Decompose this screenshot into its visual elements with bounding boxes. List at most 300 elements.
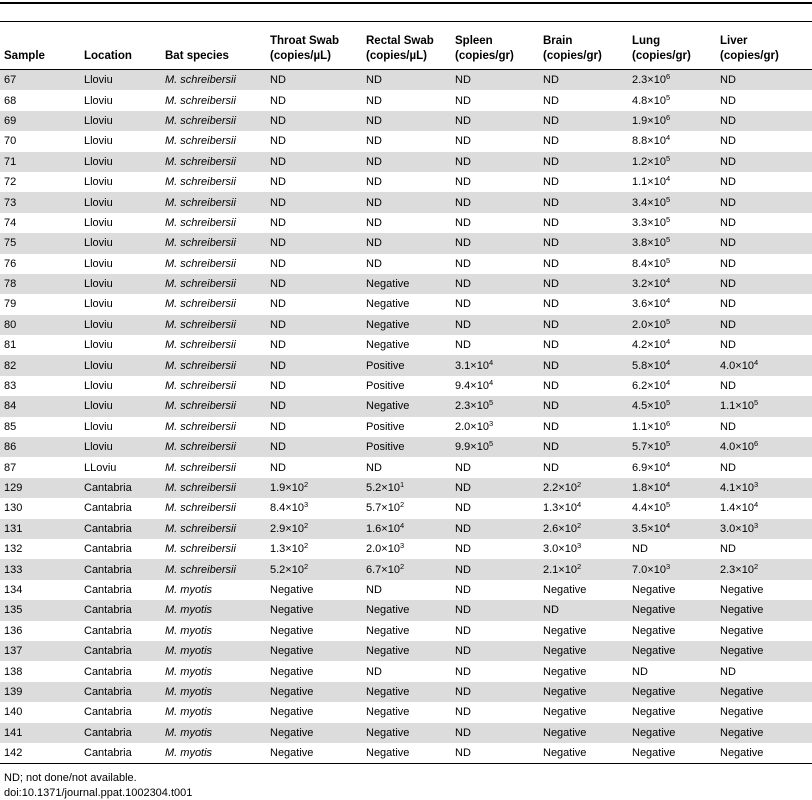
cell-liver: ND	[720, 94, 736, 107]
table-row	[0, 213, 812, 233]
cell-location: Cantabria	[80, 519, 161, 539]
cell-throat-swab: $8.4\times 10^3$	[270, 500, 309, 515]
cell-brain: $2.6\times 10^2$	[539, 519, 628, 539]
cell-sample: 87	[4, 461, 17, 474]
cell-throat-swab: ND	[270, 257, 286, 270]
cell-sample: 81	[4, 339, 17, 352]
cell-sample: 141	[0, 723, 80, 743]
cell-throat-swab: ND	[270, 461, 286, 474]
cell-sample: 68	[4, 94, 17, 107]
table-row	[0, 457, 812, 477]
cell-throat-swab: $1.9\times 10^2$	[266, 478, 362, 498]
cell-brain: ND	[539, 315, 628, 335]
cell-location: Lloviu	[84, 135, 113, 148]
cell-lung: $5.7\times 10^5$	[628, 437, 716, 457]
cell-location: Lloviu	[80, 152, 161, 172]
cell-throat-swab: ND	[266, 111, 362, 131]
cell-rectal-swab: Negative	[362, 682, 451, 702]
cell-location: Cantabria	[80, 600, 161, 620]
cell-spleen: ND	[455, 543, 471, 556]
bottom-rule	[0, 763, 812, 764]
cell-spleen: ND	[455, 624, 471, 637]
cell-rectal-swab: ND	[366, 583, 382, 596]
cell-bat-species: M. schreibersii	[161, 315, 266, 335]
cell-location: Cantabria	[84, 624, 132, 637]
cell-liver: ND	[716, 70, 812, 91]
cell-lung: $3.5\times 10^4$	[628, 519, 716, 539]
cell-spleen: ND	[451, 152, 539, 172]
cell-liver: $2.3\times 10^2$	[716, 559, 812, 579]
cell-location: Lloviu	[84, 176, 113, 189]
cell-liver: Negative	[716, 600, 812, 620]
cell-liver: ND	[720, 543, 736, 556]
cell-liver: $3.0\times 10^3$	[716, 519, 812, 539]
cell-throat-swab: ND	[266, 355, 362, 375]
cell-location: LLoviu	[84, 461, 117, 474]
cell-brain: ND	[539, 111, 628, 131]
cell-sample: 69	[0, 111, 80, 131]
cell-rectal-swab: Negative	[362, 600, 451, 620]
cell-bat-species: M. schreibersii	[165, 543, 236, 556]
table-row	[0, 682, 812, 702]
cell-throat-swab: ND	[270, 298, 286, 311]
cell-brain: ND	[543, 420, 559, 433]
cell-spleen: ND	[451, 682, 539, 702]
cell-throat-swab: ND	[266, 152, 362, 172]
cell-lung: $3.3\times 10^5$	[632, 214, 671, 229]
cell-location: Cantabria	[80, 559, 161, 579]
table-row	[0, 621, 812, 641]
cell-sample: 142	[4, 747, 23, 760]
header-rectal-swab: Rectal Swab (copies/µL)	[362, 22, 451, 70]
table-row	[0, 376, 812, 396]
cell-spleen: ND	[451, 723, 539, 743]
cell-rectal-swab: Negative	[366, 706, 410, 719]
cell-bat-species: M. myotis	[165, 624, 213, 637]
cell-lung: $6.2\times 10^4$	[632, 378, 671, 393]
cell-brain: Negative	[539, 723, 628, 743]
table-row	[0, 417, 812, 437]
header-bat-species: Bat species	[161, 22, 266, 70]
cell-sample: 74	[4, 216, 17, 229]
cell-bat-species: M. schreibersii	[161, 233, 266, 253]
cell-location: Lloviu	[84, 298, 113, 311]
cell-lung: Negative	[628, 682, 716, 702]
cell-sample: 73	[0, 192, 80, 212]
cell-liver: Negative	[716, 723, 812, 743]
table-row	[0, 498, 812, 518]
cell-bat-species: M. schreibersii	[165, 216, 236, 229]
cell-rectal-swab: ND	[366, 257, 382, 270]
cell-sample: 134	[4, 583, 23, 596]
cell-bat-species: M. myotis	[165, 665, 213, 678]
cell-bat-species: M. myotis	[161, 641, 266, 661]
cell-location: Lloviu	[80, 396, 161, 416]
cell-sample: 132	[4, 543, 23, 556]
cell-rectal-swab: Positive	[366, 380, 405, 393]
cell-throat-swab: $1.3\times 10^2$	[270, 541, 309, 556]
data-table	[0, 22, 812, 763]
cell-sample: 129	[0, 478, 80, 498]
cell-liver: ND	[720, 298, 736, 311]
cell-rectal-swab: Negative	[362, 723, 451, 743]
cell-rectal-swab: ND	[362, 192, 451, 212]
cell-sample: 137	[0, 641, 80, 661]
cell-lung: $7.0\times 10^3$	[628, 559, 716, 579]
cell-spleen: ND	[451, 70, 539, 91]
cell-bat-species: M. schreibersii	[161, 559, 266, 579]
table-row	[0, 152, 812, 172]
cell-sample: 71	[0, 152, 80, 172]
cell-lung: Negative	[628, 600, 716, 620]
cell-rectal-swab: ND	[366, 135, 382, 148]
cell-spleen: ND	[455, 461, 471, 474]
cell-location: Lloviu	[84, 216, 113, 229]
cell-brain: ND	[539, 152, 628, 172]
cell-rectal-swab: $5.7\times 10^2$	[366, 500, 405, 515]
cell-throat-swab: ND	[270, 420, 286, 433]
cell-liver: ND	[720, 380, 736, 393]
cell-location: Cantabria	[80, 723, 161, 743]
top-rule	[0, 2, 812, 4]
cell-lung: Negative	[628, 641, 716, 661]
cell-lung: ND	[632, 665, 648, 678]
table-row	[0, 478, 812, 498]
cell-bat-species: M. schreibersii	[161, 355, 266, 375]
cell-throat-swab: ND	[266, 233, 362, 253]
cell-sample: 76	[4, 257, 17, 270]
cell-liver: ND	[716, 315, 812, 335]
cell-brain: $2.2\times 10^2$	[539, 478, 628, 498]
cell-throat-swab: Negative	[266, 682, 362, 702]
cell-spleen: $9.9\times 10^5$	[451, 437, 539, 457]
cell-liver: $1.1\times 10^5$	[716, 396, 812, 416]
cell-location: Lloviu	[80, 192, 161, 212]
cell-throat-swab: $2.9\times 10^2$	[266, 519, 362, 539]
cell-spleen: ND	[455, 665, 471, 678]
cell-location: Cantabria	[84, 706, 132, 719]
cell-brain: ND	[543, 135, 559, 148]
cell-throat-swab: Negative	[270, 747, 314, 760]
cell-spleen: ND	[455, 583, 471, 596]
cell-bat-species: M. schreibersii	[165, 94, 236, 107]
cell-location: Lloviu	[80, 274, 161, 294]
cell-liver: ND	[720, 257, 736, 270]
table-body	[0, 70, 812, 764]
cell-location: Cantabria	[84, 502, 132, 515]
cell-spleen: $2.0\times 10^3$	[455, 418, 494, 433]
cell-spleen: ND	[455, 747, 471, 760]
cell-throat-swab: ND	[266, 70, 362, 91]
cell-brain: Negative	[539, 682, 628, 702]
cell-throat-swab: ND	[266, 274, 362, 294]
cell-brain: ND	[539, 70, 628, 91]
cell-lung: $8.8\times 10^4$	[632, 133, 671, 148]
cell-bat-species: M. myotis	[161, 682, 266, 702]
cell-liver: ND	[720, 216, 736, 229]
table-row	[0, 172, 812, 192]
cell-location: Cantabria	[84, 543, 132, 556]
cell-throat-swab: ND	[266, 396, 362, 416]
table-row	[0, 600, 812, 620]
cell-sample: 131	[0, 519, 80, 539]
cell-rectal-swab: $1.6\times 10^4$	[362, 519, 451, 539]
cell-throat-swab: Negative	[266, 600, 362, 620]
cell-liver: Negative	[716, 682, 812, 702]
cell-liver: $1.4\times 10^4$	[720, 500, 759, 515]
cell-bat-species: M. myotis	[161, 600, 266, 620]
cell-sample: 140	[4, 706, 23, 719]
cell-liver: ND	[720, 461, 736, 474]
table-row	[0, 294, 812, 314]
cell-location: Cantabria	[84, 747, 132, 760]
cell-lung: $1.1\times 10^4$	[632, 174, 671, 189]
cell-throat-swab: Negative	[270, 624, 314, 637]
cell-brain: Negative	[543, 706, 587, 719]
cell-brain: ND	[543, 461, 559, 474]
cell-sample: 86	[0, 437, 80, 457]
table-row	[0, 519, 812, 539]
cell-location: Lloviu	[80, 437, 161, 457]
cell-rectal-swab: ND	[362, 233, 451, 253]
cell-liver: Negative	[716, 641, 812, 661]
cell-throat-swab: Negative	[270, 665, 314, 678]
cell-lung: Negative	[632, 747, 676, 760]
cell-lung: $6.9\times 10^4$	[632, 459, 671, 474]
cell-spleen: ND	[451, 519, 539, 539]
cell-throat-swab: ND	[266, 437, 362, 457]
cell-liver: ND	[720, 176, 736, 189]
cell-spleen: ND	[451, 478, 539, 498]
table-row	[0, 233, 812, 253]
cell-liver: ND	[716, 274, 812, 294]
cell-brain: $1.3\times 10^4$	[543, 500, 582, 515]
cell-sample: 72	[4, 176, 17, 189]
cell-rectal-swab: Negative	[362, 315, 451, 335]
cell-liver: $4.0\times 10^4$	[716, 355, 812, 375]
cell-rectal-swab: Positive	[362, 437, 451, 457]
cell-throat-swab: ND	[270, 135, 286, 148]
cell-lung: $4.5\times 10^5$	[628, 396, 716, 416]
cell-brain: ND	[543, 176, 559, 189]
cell-sample: 80	[0, 315, 80, 335]
doi-line: doi:10.1371/journal.ppat.1002304.t001	[4, 787, 193, 799]
cell-throat-swab: Negative	[270, 706, 314, 719]
table-row	[0, 702, 812, 722]
cell-bat-species: M. schreibersii	[165, 135, 236, 148]
cell-location: Cantabria	[80, 682, 161, 702]
cell-throat-swab: ND	[270, 94, 286, 107]
table-row	[0, 396, 812, 416]
cell-location: Lloviu	[84, 257, 113, 270]
cell-bat-species: M. schreibersii	[161, 519, 266, 539]
table-row	[0, 355, 812, 375]
cell-throat-swab: Negative	[270, 583, 314, 596]
cell-lung: $1.2\times 10^5$	[628, 152, 716, 172]
cell-spleen: ND	[455, 502, 471, 515]
cell-rectal-swab: ND	[362, 152, 451, 172]
cell-throat-swab: $5.2\times 10^2$	[266, 559, 362, 579]
cell-spleen: ND	[455, 298, 471, 311]
cell-lung: $3.4\times 10^5$	[628, 192, 716, 212]
cell-bat-species: M. schreibersii	[161, 111, 266, 131]
cell-location: Lloviu	[80, 111, 161, 131]
cell-bat-species: M. myotis	[165, 747, 213, 760]
cell-rectal-swab: $5.2\times 10^1$	[362, 478, 451, 498]
header-throat-swab: Throat Swab (copies/µL)	[266, 22, 362, 70]
cell-sample: 133	[0, 559, 80, 579]
cell-liver: ND	[720, 665, 736, 678]
cell-liver: Negative	[720, 747, 764, 760]
table-row	[0, 192, 812, 212]
cell-spleen: ND	[451, 559, 539, 579]
table-row	[0, 70, 812, 91]
cell-bat-species: M. schreibersii	[161, 437, 266, 457]
cell-bat-species: M. schreibersii	[165, 176, 236, 189]
cell-location: Cantabria	[80, 641, 161, 661]
cell-liver: ND	[716, 152, 812, 172]
table-row	[0, 111, 812, 131]
cell-throat-swab: ND	[270, 339, 286, 352]
cell-lung: $1.8\times 10^4$	[628, 478, 716, 498]
cell-bat-species: M. myotis	[165, 583, 213, 596]
cell-lung: $8.4\times 10^5$	[632, 255, 671, 270]
cell-lung: ND	[632, 543, 648, 556]
cell-spleen: ND	[451, 641, 539, 661]
cell-bat-species: M. schreibersii	[165, 461, 236, 474]
cell-location: Lloviu	[84, 380, 113, 393]
header-lung: Lung (copies/gr)	[628, 22, 716, 70]
cell-location: Cantabria	[80, 478, 161, 498]
cell-rectal-swab: ND	[366, 94, 382, 107]
cell-spleen: ND	[451, 274, 539, 294]
cell-bat-species: M. myotis	[165, 706, 213, 719]
cell-location: Lloviu	[84, 94, 113, 107]
cell-spleen: ND	[451, 315, 539, 335]
cell-rectal-swab: $2.0\times 10^3$	[366, 541, 405, 556]
cell-liver: Negative	[720, 583, 764, 596]
cell-rectal-swab: Positive	[366, 420, 405, 433]
cell-lung: $2.3\times 10^6$	[628, 70, 716, 91]
cell-brain: Negative	[543, 583, 587, 596]
cell-liver: $4.1\times 10^3$	[716, 478, 812, 498]
cell-liver: ND	[720, 135, 736, 148]
cell-brain: Negative	[543, 665, 587, 678]
cell-location: Cantabria	[84, 583, 132, 596]
cell-liver: ND	[716, 111, 812, 131]
cell-liver: ND	[720, 420, 736, 433]
table-row	[0, 559, 812, 579]
cell-spleen: ND	[451, 111, 539, 131]
cell-sample: 67	[0, 70, 80, 91]
cell-rectal-swab: Negative	[366, 339, 410, 352]
cell-throat-swab: Negative	[266, 641, 362, 661]
cell-rectal-swab: ND	[362, 70, 451, 91]
cell-lung: $1.9\times 10^6$	[628, 111, 716, 131]
cell-location: Lloviu	[80, 70, 161, 91]
table-row	[0, 131, 812, 151]
cell-sample: 75	[0, 233, 80, 253]
cell-spleen: ND	[455, 135, 471, 148]
cell-rectal-swab: Positive	[362, 355, 451, 375]
cell-bat-species: M. schreibersii	[161, 396, 266, 416]
cell-rectal-swab: Negative	[362, 274, 451, 294]
cell-lung: $5.8\times 10^4$	[628, 355, 716, 375]
cell-bat-species: M. schreibersii	[165, 339, 236, 352]
cell-spleen: ND	[455, 176, 471, 189]
cell-rectal-swab: ND	[366, 216, 382, 229]
cell-rectal-swab: Negative	[366, 298, 410, 311]
cell-throat-swab: Negative	[266, 723, 362, 743]
cell-bat-species: M. schreibersii	[165, 502, 236, 515]
cell-spleen: $3.1\times 10^4$	[451, 355, 539, 375]
cell-sample: 139	[0, 682, 80, 702]
cell-lung: Negative	[628, 723, 716, 743]
table-row	[0, 661, 812, 681]
cell-bat-species: M. schreibersii	[165, 380, 236, 393]
cell-lung: Negative	[632, 624, 676, 637]
table-row	[0, 274, 812, 294]
cell-sample: 136	[4, 624, 23, 637]
cell-brain: ND	[543, 257, 559, 270]
cell-spleen: ND	[451, 192, 539, 212]
cell-brain: Negative	[539, 641, 628, 661]
cell-spleen: ND	[455, 94, 471, 107]
cell-brain: $3.0\times 10^3$	[543, 541, 582, 556]
cell-rectal-swab: ND	[366, 665, 382, 678]
cell-sample: 82	[0, 355, 80, 375]
cell-brain: ND	[543, 339, 559, 352]
cell-lung: $3.2\times 10^4$	[628, 274, 716, 294]
cell-brain: ND	[543, 298, 559, 311]
table-row	[0, 723, 812, 743]
cell-location: Lloviu	[80, 233, 161, 253]
cell-sample: 83	[4, 380, 17, 393]
cell-bat-species: M. schreibersii	[165, 298, 236, 311]
cell-sample: 78	[0, 274, 80, 294]
cell-lung: $4.4\times 10^5$	[632, 500, 671, 515]
cell-location: Lloviu	[80, 355, 161, 375]
cell-sample: 130	[4, 502, 23, 515]
cell-brain: ND	[539, 600, 628, 620]
cell-brain: ND	[539, 274, 628, 294]
cell-brain: ND	[539, 192, 628, 212]
cell-lung: $3.8\times 10^5$	[628, 233, 716, 253]
cell-lung: $4.2\times 10^4$	[632, 337, 671, 352]
cell-bat-species: M. schreibersii	[161, 152, 266, 172]
cell-bat-species: M. schreibersii	[161, 70, 266, 91]
cell-spleen: $9.4\times 10^4$	[455, 378, 494, 393]
cell-location: Lloviu	[80, 315, 161, 335]
cell-spleen: ND	[455, 339, 471, 352]
cell-lung: Negative	[632, 583, 676, 596]
cell-rectal-swab: ND	[366, 176, 382, 189]
table-row	[0, 580, 812, 600]
header-sample: Sample	[0, 22, 80, 70]
cell-bat-species: M. schreibersii	[161, 192, 266, 212]
cell-lung: $4.8\times 10^5$	[632, 92, 671, 107]
table-row	[0, 90, 812, 110]
cell-location: Lloviu	[84, 339, 113, 352]
cell-lung: $1.1\times 10^6$	[632, 418, 671, 433]
cell-brain: $2.1\times 10^2$	[539, 559, 628, 579]
cell-lung: $2.0\times 10^5$	[628, 315, 716, 335]
header-spleen: Spleen (copies/gr)	[451, 22, 539, 70]
header-location: Location	[80, 22, 161, 70]
cell-brain: ND	[539, 233, 628, 253]
cell-lung: Negative	[632, 706, 676, 719]
cell-brain: ND	[543, 94, 559, 107]
